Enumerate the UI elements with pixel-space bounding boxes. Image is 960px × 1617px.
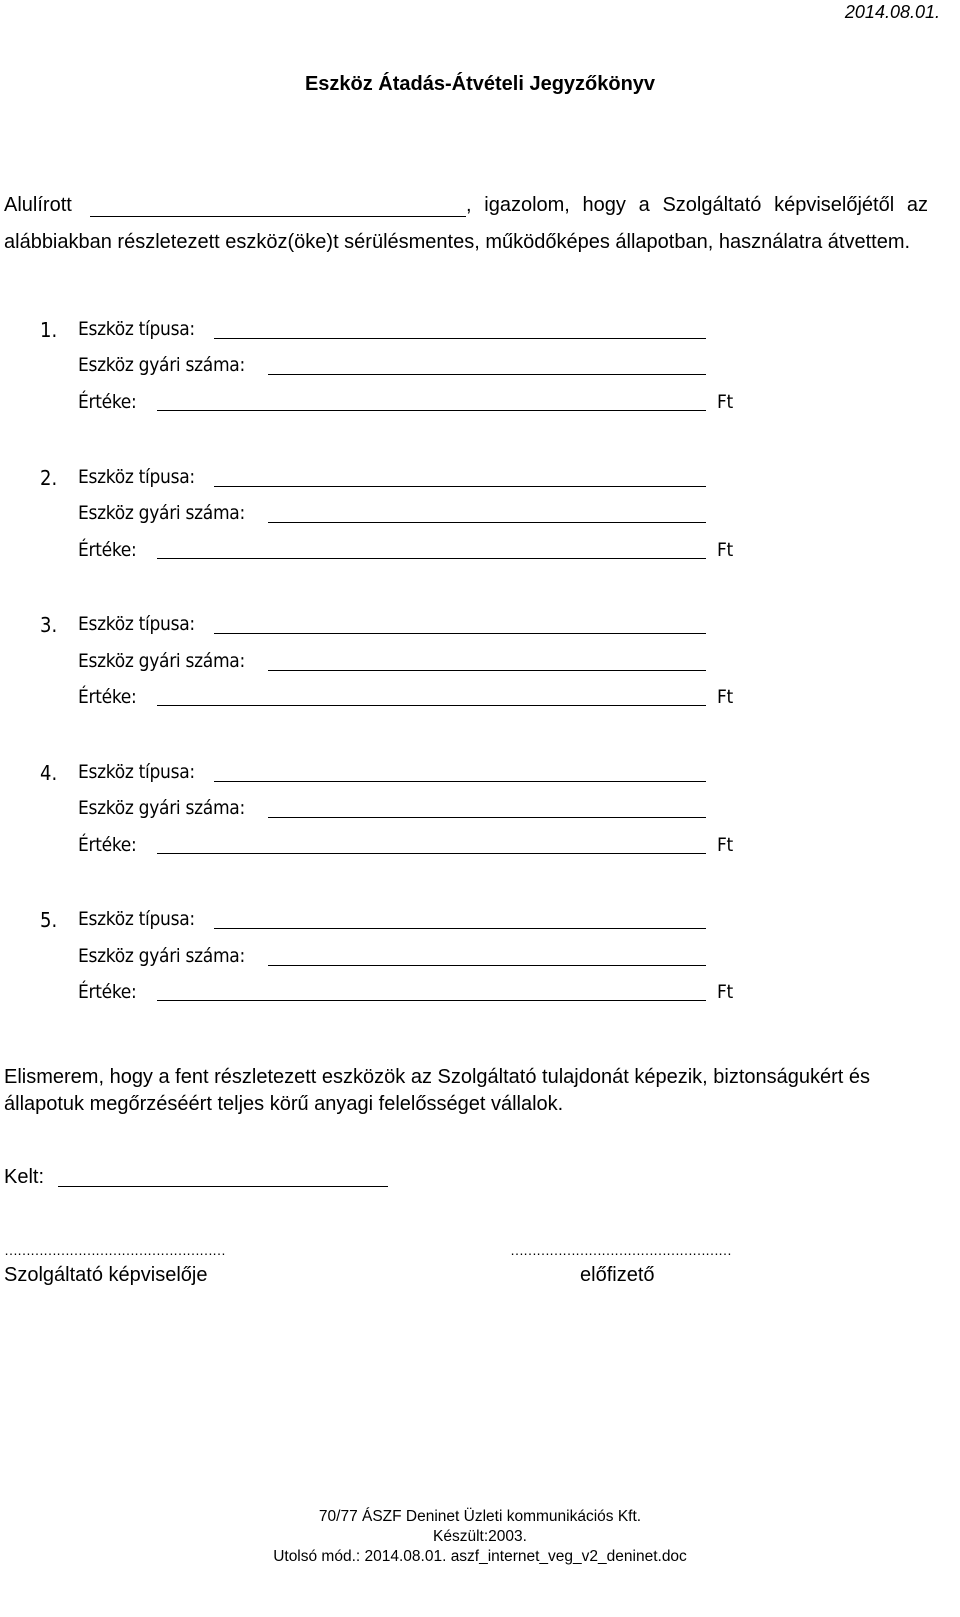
item-type-label: Eszköz típusa: <box>78 908 195 930</box>
item-number: 5. <box>40 908 58 932</box>
item-number: 4. <box>40 761 58 785</box>
item-value-field[interactable] <box>157 558 706 559</box>
item-serial-label: Eszköz gyári száma: <box>78 797 245 819</box>
item-value-field[interactable] <box>157 705 706 706</box>
place-field[interactable] <box>58 1186 388 1187</box>
place-label: Kelt: <box>4 1166 45 1188</box>
item-number: 3. <box>40 613 58 637</box>
item-value-label: Értéke: <box>78 391 137 413</box>
item-serial-field[interactable] <box>268 522 706 523</box>
item-currency: Ft <box>717 391 733 413</box>
right-signature-label: előfizető <box>580 1264 655 1286</box>
item-serial-label: Eszköz gyári száma: <box>78 945 245 967</box>
item-type-field[interactable] <box>214 633 706 634</box>
item-value-field[interactable] <box>157 410 706 411</box>
document-date: 2014.08.01. <box>844 2 940 22</box>
page-title: Eszköz Átadás-Átvételi Jegyzőkönyv <box>304 73 656 95</box>
item-type-field[interactable] <box>214 928 706 929</box>
item-value-label: Értéke: <box>78 834 137 856</box>
item-currency: Ft <box>717 686 733 708</box>
intro-line-2: alábbiakban részletezett eszköz(öke)t sérülésmentes, működőképes állapotban, használatra átvettem. <box>4 231 911 253</box>
item-serial-field[interactable] <box>268 817 706 818</box>
item-type-field[interactable] <box>214 486 706 487</box>
footer-line-2: Készült:2003. <box>433 1528 527 1545</box>
item-type-label: Eszköz típusa: <box>78 466 195 488</box>
footer-line-1: 70/77 ÁSZF Deninet Üzleti kommunikációs Kft. <box>318 1508 642 1525</box>
right-signature-dots: …………………………………………… <box>510 1242 731 1258</box>
footer-line-3: Utolsó mód.: 2014.08.01. aszf_internet_veg_v2_deninet.doc <box>273 1548 687 1565</box>
item-value-label: Értéke: <box>78 539 137 561</box>
left-signature-dots: …………………………………………… <box>4 1242 225 1258</box>
item-serial-label: Eszköz gyári száma: <box>78 354 245 376</box>
item-currency: Ft <box>717 834 733 856</box>
item-serial-field[interactable] <box>268 670 706 671</box>
item-currency: Ft <box>717 539 733 561</box>
item-serial-label: Eszköz gyári száma: <box>78 502 245 524</box>
acknowledgement-line-2: állapotuk megőrzéséért teljes körű anyagi felelősséget vállalok. <box>4 1093 564 1115</box>
item-value-label: Értéke: <box>78 981 137 1003</box>
intro-prefix: Alulírott <box>4 194 72 216</box>
item-serial-field[interactable] <box>268 965 706 966</box>
name-blank-line[interactable] <box>90 216 466 217</box>
item-type-label: Eszköz típusa: <box>78 318 195 340</box>
item-serial-field[interactable] <box>268 374 706 375</box>
left-signature-label: Szolgáltató képviselője <box>4 1264 208 1286</box>
item-type-field[interactable] <box>214 338 706 339</box>
item-value-label: Értéke: <box>78 686 137 708</box>
acknowledgement-line-1: Elismerem, hogy a fent részletezett eszközök az Szolgáltató tulajdonát képezik, biztonságukért és <box>4 1066 871 1088</box>
item-value-field[interactable] <box>157 1000 706 1001</box>
item-type-label: Eszköz típusa: <box>78 613 195 635</box>
item-type-label: Eszköz típusa: <box>78 761 195 783</box>
item-type-field[interactable] <box>214 781 706 782</box>
item-currency: Ft <box>717 981 733 1003</box>
item-value-field[interactable] <box>157 853 706 854</box>
item-number: 1. <box>40 318 58 342</box>
intro-after-blank: , igazolom, hogy a Szolgáltató képviselőjétől az <box>466 194 928 216</box>
item-number: 2. <box>40 466 58 490</box>
item-serial-label: Eszköz gyári száma: <box>78 650 245 672</box>
